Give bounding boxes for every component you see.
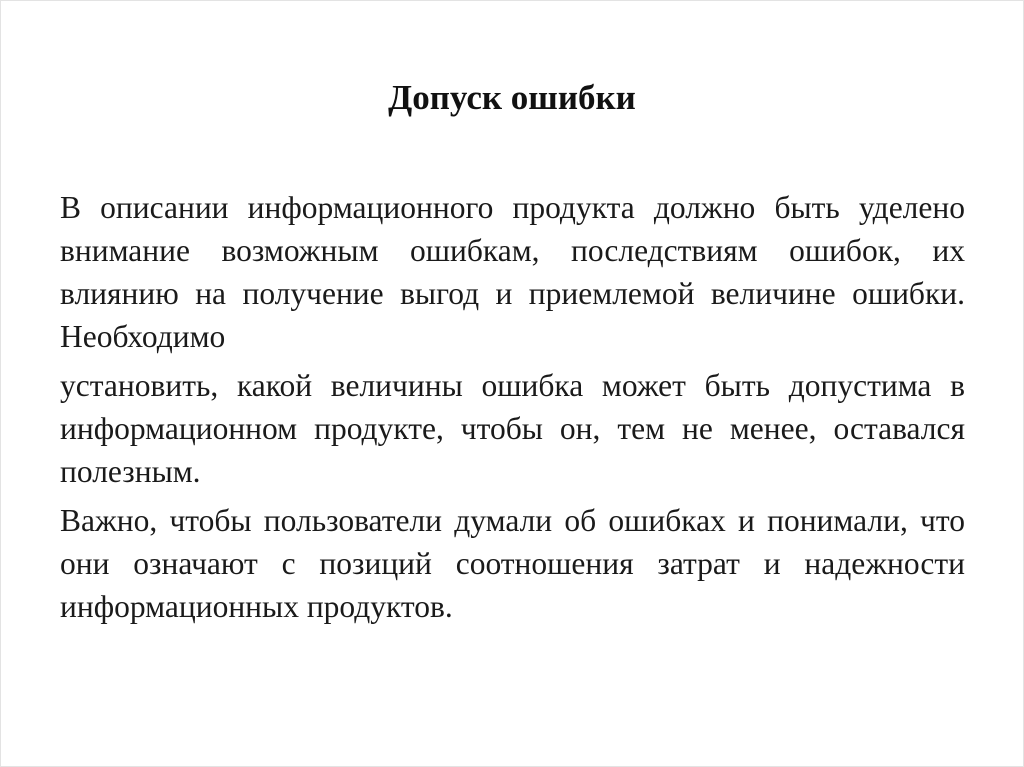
paragraph-3: Важно, чтобы пользователи думали об ошибках и понимали, что они означают с позиций соотношения затрат и надежности информационных продуктов. bbox=[60, 503, 965, 624]
slide-body bbox=[60, 186, 965, 628]
paragraph-1: В описании информационного продукта должно быть уделено внимание возможным ошибкам, последствиям ошибок, их влиянию на получение выгод и приемлемой величине ошибки. Необходимо bbox=[60, 190, 965, 354]
paragraph-2: установить, какой величины ошибка может быть допустима в информационном продукте, чтобы он, тем не менее, оставался полезным. bbox=[60, 368, 965, 489]
slide-title: Допуск ошибки bbox=[388, 78, 636, 117]
